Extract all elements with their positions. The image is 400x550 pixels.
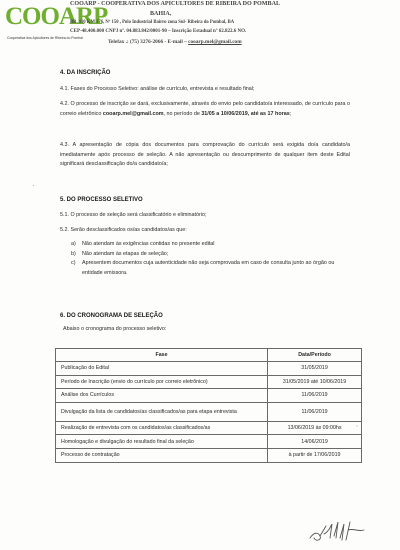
cell-data: 13/06/2019 às 09:00hs [268,421,362,435]
letterhead-state: BAHIA, [150,11,172,17]
cell-data: 31/05/2019 até 10/06/2019 [268,375,362,389]
list-item: c) Apresentem documentos cuja autenticidade não seja comprovada em caso de consulta junto ao órgão ou entidade emissora. [71,260,335,276]
column-header-data: Data/Período [268,349,362,362]
list-item: a) Não atendam às exigências contidas no presente edital [71,241,215,247]
schedule-table [55,348,362,463]
letterhead-address: BR. 110 KM 176, Nº 150 , Polo Industrial Bairro zona Sul- Ribeira do Pombal, BA [70,20,235,25]
letterhead-org-name: COOARP - COOPERATIVA DOS APICULTORES DE RIBEIRA DO POMBAL [70,1,281,7]
letterhead-email: cooarp.mel@gmail.com [188,39,242,45]
column-header-fase: Fase [56,349,268,362]
handwritten-signature [308,518,368,544]
cell-data: 11/06/2019 [268,389,362,403]
scan-mark: ˎ [356,420,359,427]
table-row [56,421,362,435]
section-4-2-period: 31/05 a 10/06/2019, até as 17 horas [201,110,290,117]
table-row [56,448,362,462]
table-row [56,375,362,389]
section-5-heading: 5. DO PROCESSO SELETIVO [60,197,143,203]
cell-data: à partir de 17/06/2019 [268,448,362,462]
section-4-3: 4.3. A apresentação de cópia dos documentos para comprovação do currículo será exigida do/a candidato/a imediatamente após processo de seleção. A não apresentação ou descumprimento de qualquer item deste Edital significará desclassificação do/a candidato/a; [60,142,350,167]
table-row [56,435,362,449]
section-4-1: 4.1. Fases do Processo Seletivo: análise de currículo, entrevista e resultado final; [60,86,255,92]
table-row [56,402,362,421]
section-4-2 [60,100,350,119]
cell-fase: Publicação do Edital [56,362,268,376]
cell-fase: Realização de entrevista com os candidatos/as classificados/as [56,421,268,435]
cell-data: 31/05/2019 [268,362,362,376]
section-4-2-text: 4.2. O processo de inscrição se dará, exclusivamente, através do envio pelo candidato/a interessado, de currículo para o correio eletrônico [60,101,350,117]
letterhead-phone: Telefax .: (75) 3276-2066 - E-mail – [108,39,189,45]
cell-fase: Divulgação da lista de candidatos/as classificados/as para etapa entrevista [56,402,268,421]
scan-speck: · [32,181,35,190]
table-header-row [56,349,362,362]
disqualification-list [71,240,351,278]
section-4-2-mid: , no período de [163,110,202,117]
section-4-2-email: cooarp.mel@gmail.com [102,110,164,117]
table-row [56,362,362,376]
letterhead-contact [108,39,242,45]
letterhead-registration: CEP-48.400.000 CNPJ nº. 04.883.842/0001-90 – Inscrição Estadual nº 62.822.6 NO. [70,29,247,34]
cell-fase: Período de Inscrição (envio do currículo por correio eletrônico) [56,375,268,389]
cell-fase: Homologação e divulgação do resultado final da seleção [56,435,268,449]
logo-tagline: Cooperativa dos Apicultores de Ribeira do Pombal [7,36,83,40]
section-6-intro: Abaixo o cronograma do processo seletivo: [63,326,167,332]
cell-data: 14/06/2019 [268,435,362,449]
cell-fase: Análise dos Currículos [56,389,268,403]
section-5-2: 5.2. Serão desclassificados os/as candidatos/as que: [60,227,187,233]
section-6-heading: 6. DO CRONOGRAMA DE SELEÇÃO [60,313,163,319]
section-5-1: 5.1. O processo de seleção será classificatório e eliminatório; [60,212,207,218]
section-4-heading: 4. DA INSCRIÇÃO [60,70,111,76]
cooarp-logo [5,2,108,42]
table-row [56,389,362,403]
cell-fase: Processo de contratação [56,448,268,462]
logo-wordmark: COOARP [5,3,108,30]
cell-data: 11/06/2019 [268,402,362,421]
list-item: b) Não atendam às etapas de seleção; [71,250,169,257]
section-4-2-end: ; [289,110,292,117]
